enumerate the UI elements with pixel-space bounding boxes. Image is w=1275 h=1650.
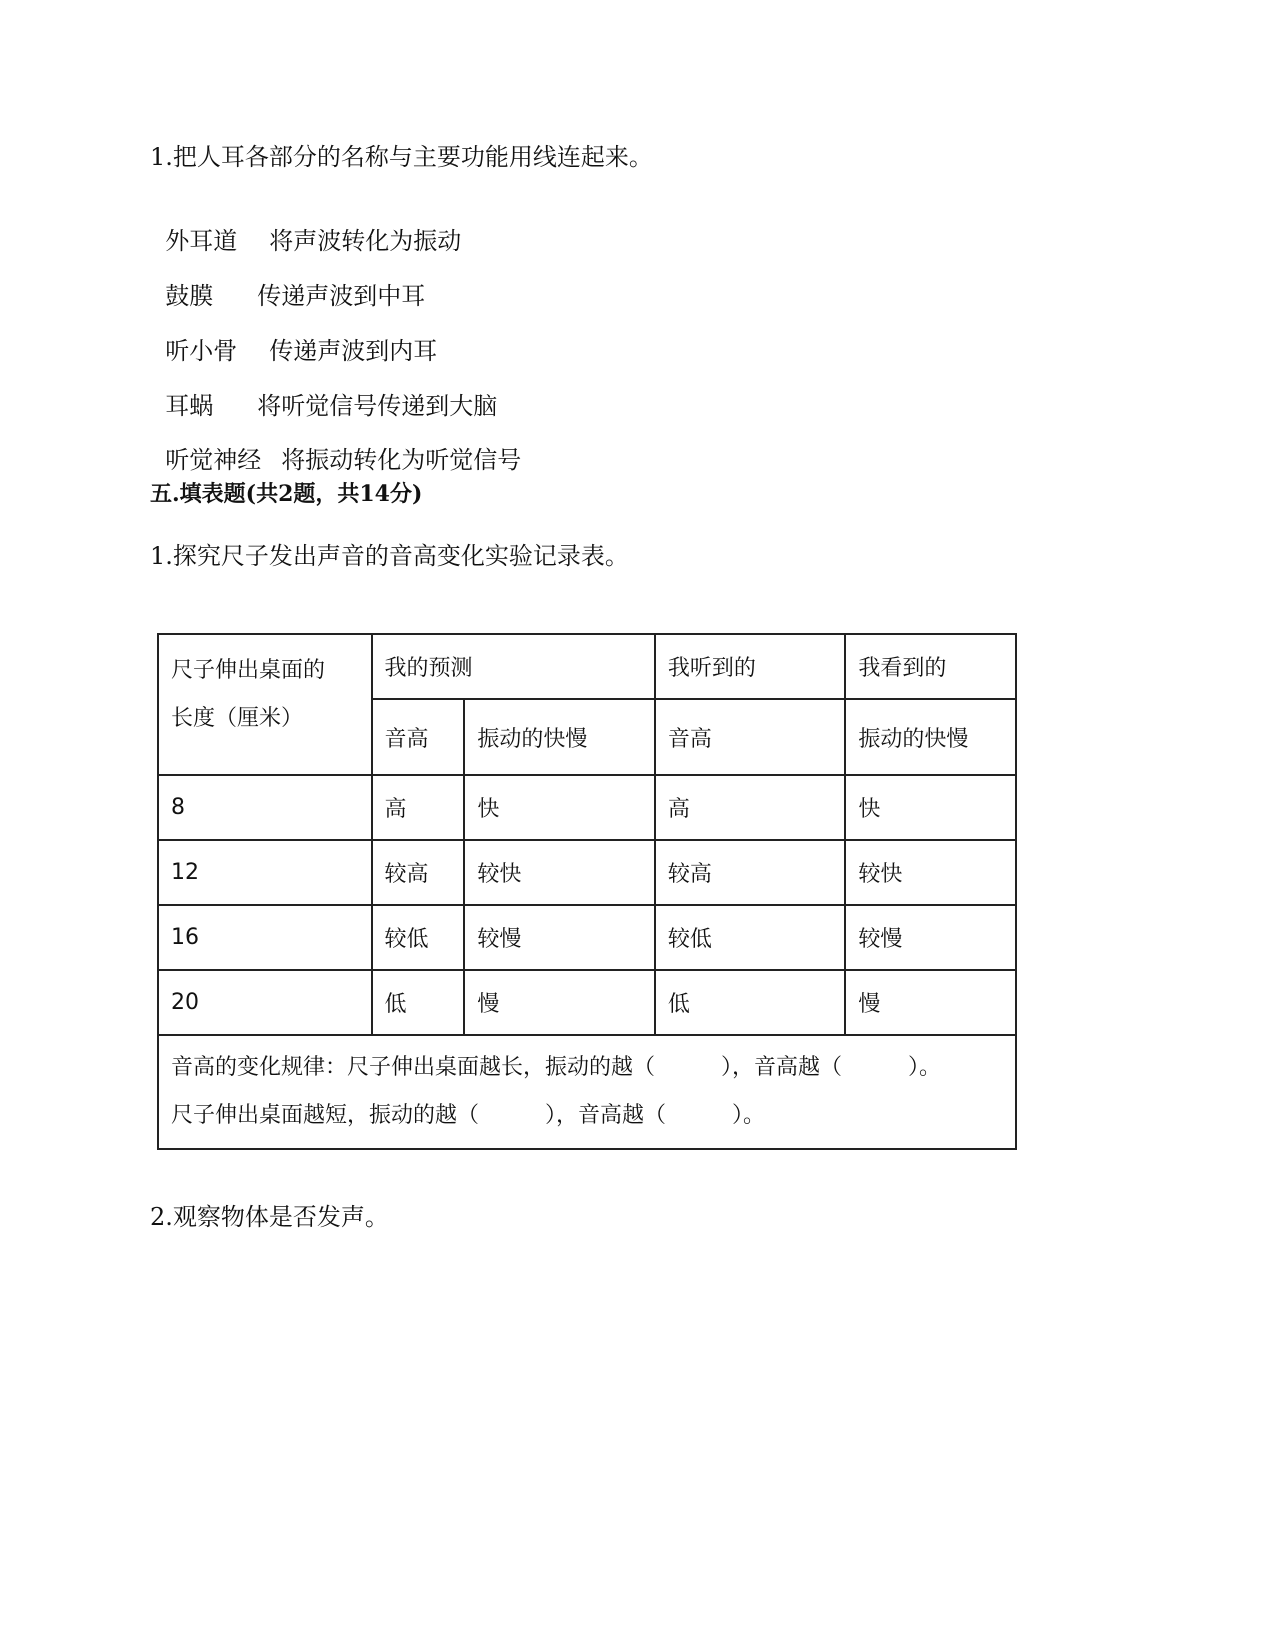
table-row [158, 840, 1016, 905]
ear-function: 将听觉信号传递到大脑 [257, 392, 498, 420]
pattern-rule-line1: 音高的变化规律：尺子伸出桌面越长，振动的越（ ），音高越（ ）。 [171, 1055, 942, 1080]
pattern-rule-cell [158, 1035, 1016, 1149]
ear-part-term: 听觉神经 [165, 446, 262, 474]
ear-part-term: 耳蜗 [165, 392, 214, 420]
ear-part-term: 鼓膜 [165, 282, 214, 310]
matching-row [150, 196, 461, 256]
seen-speed-cell: 较快 [845, 840, 1016, 905]
seen-speed-cell: 快 [845, 775, 1016, 840]
table-row [158, 775, 1016, 840]
predicted-speed-cell: 较慢 [464, 905, 655, 970]
heard-pitch-cell: 低 [655, 970, 846, 1035]
question-3-prompt: 2.观察物体是否发声。 [150, 1203, 389, 1231]
heard-pitch-cell: 较低 [655, 905, 846, 970]
matching-row [150, 415, 521, 475]
length-cell: 20 [158, 970, 372, 1035]
pattern-rule-line2: 尺子伸出桌面越短，振动的越（ ），音高越（ ）。 [171, 1103, 766, 1128]
ear-function: 传递声波到内耳 [269, 337, 438, 365]
section-heading: 五.填表题(共2题，共14分) [150, 481, 423, 507]
matching-row [150, 361, 497, 421]
matching-row [150, 251, 425, 311]
heard-group-header: 我听到的 [655, 634, 846, 699]
length-header-cell [158, 634, 372, 775]
ear-function: 将振动转化为听觉信号 [281, 446, 522, 474]
seen-speed-cell: 较慢 [845, 905, 1016, 970]
table-row [158, 970, 1016, 1035]
pitch-subheader: 音高 [372, 699, 465, 775]
ear-function: 传递声波到中耳 [257, 282, 426, 310]
predicted-speed-cell: 较快 [464, 840, 655, 905]
heard-pitch-cell: 较高 [655, 840, 846, 905]
pitch-subheader: 音高 [655, 699, 846, 775]
length-header-line1: 尺子伸出桌面的 [171, 658, 326, 683]
predicted-speed-cell: 快 [464, 775, 655, 840]
predicted-pitch-cell: 高 [372, 775, 465, 840]
ear-function: 将声波转化为振动 [269, 227, 462, 255]
seen-speed-cell: 慢 [845, 970, 1016, 1035]
seen-group-header: 我看到的 [845, 634, 1016, 699]
vibration-speed-subheader: 振动的快慢 [845, 699, 1016, 775]
ear-part-term: 听小骨 [165, 337, 238, 365]
predicted-speed-cell: 慢 [464, 970, 655, 1035]
experiment-record-table [157, 633, 1017, 1150]
predicted-pitch-cell: 低 [372, 970, 465, 1035]
length-cell: 12 [158, 840, 372, 905]
predicted-pitch-cell: 较低 [372, 905, 465, 970]
length-cell: 8 [158, 775, 372, 840]
ear-part-term: 外耳道 [165, 227, 238, 255]
predicted-pitch-cell: 较高 [372, 840, 465, 905]
question-1-prompt: 1.把人耳各部分的名称与主要功能用线连起来。 [150, 143, 653, 171]
table-row [158, 905, 1016, 970]
question-2-prompt: 1.探究尺子发出声音的音高变化实验记录表。 [150, 542, 629, 570]
length-header-line2: 长度（厘米） [171, 706, 304, 731]
prediction-group-header: 我的预测 [372, 634, 655, 699]
vibration-speed-subheader: 振动的快慢 [464, 699, 655, 775]
length-cell: 16 [158, 905, 372, 970]
matching-row [150, 306, 437, 366]
heard-pitch-cell: 高 [655, 775, 846, 840]
